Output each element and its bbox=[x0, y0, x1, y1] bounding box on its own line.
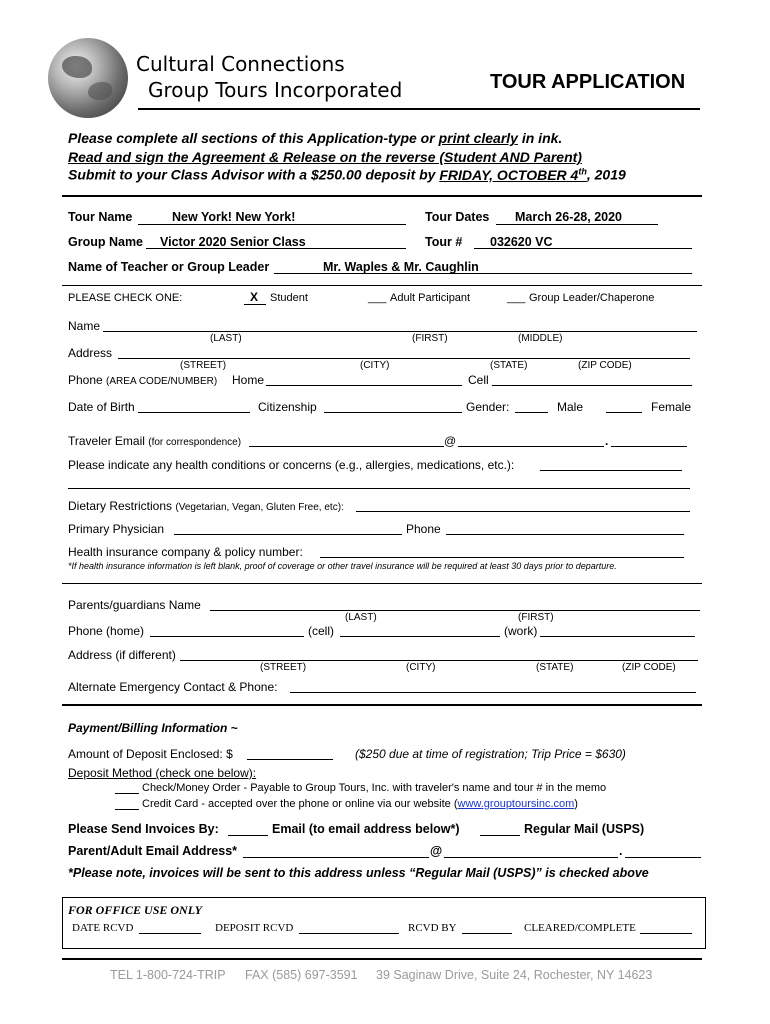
address-field[interactable] bbox=[118, 358, 690, 359]
male-label: Male bbox=[557, 400, 584, 414]
student-checkbox[interactable]: X bbox=[250, 290, 259, 304]
header-rule bbox=[138, 108, 700, 110]
female-checkbox[interactable] bbox=[606, 412, 642, 413]
tour-dates-value[interactable]: March 26-28, 2020 bbox=[515, 210, 623, 224]
tour-name-value[interactable]: New York! New York! bbox=[172, 210, 296, 224]
tour-dates-line bbox=[496, 224, 658, 225]
home-phone-field[interactable] bbox=[266, 385, 462, 386]
parents-name-field[interactable] bbox=[210, 610, 700, 611]
parents-address-field[interactable] bbox=[180, 660, 698, 661]
parent-email-dot: . bbox=[619, 844, 623, 858]
deposit-amount-field[interactable] bbox=[247, 759, 333, 760]
deposit-rcvd-field[interactable] bbox=[299, 933, 399, 934]
tour-name-line bbox=[138, 224, 406, 225]
email-at-sign: @ bbox=[444, 434, 457, 448]
address-state-hint: (STATE) bbox=[490, 360, 528, 371]
student-check-line bbox=[244, 304, 266, 305]
rcvd-by-label: RCVD BY bbox=[408, 922, 457, 934]
parent-email-tld-field[interactable] bbox=[625, 857, 701, 858]
traveler-email-domain-field[interactable] bbox=[458, 446, 604, 447]
adult-option-label: Adult Participant bbox=[390, 292, 471, 304]
dob-label: Date of Birth bbox=[68, 400, 135, 414]
parents-work-label: (work) bbox=[504, 624, 538, 638]
parent-email-at-sign: @ bbox=[430, 844, 443, 858]
tour-number-value[interactable]: 032620 VC bbox=[490, 235, 553, 249]
health-field-1[interactable] bbox=[540, 470, 682, 471]
payment-heading: Payment/Billing Information ~ bbox=[68, 721, 238, 735]
female-label: Female bbox=[651, 400, 692, 414]
name-first-hint: (FIRST) bbox=[412, 333, 448, 344]
parent-email-domain-field[interactable] bbox=[444, 857, 618, 858]
parents-name-label: Parents/guardians Name bbox=[68, 598, 201, 612]
credit-card-checkbox[interactable] bbox=[115, 809, 139, 810]
email-dot: . bbox=[605, 434, 609, 448]
phone-label: Phone (AREA CODE/NUMBER) bbox=[68, 373, 218, 387]
credit-card-label: Credit Card - accepted over the phone or online via our website (www.grouptoursinc.com) bbox=[142, 798, 578, 810]
parents-first-hint: (FIRST) bbox=[518, 612, 554, 623]
teacher-value[interactable]: Mr. Waples & Mr. Caughlin bbox=[323, 260, 479, 274]
deposit-label: Amount of Deposit Enclosed: $ bbox=[68, 747, 233, 761]
parents-cell-label: (cell) bbox=[308, 624, 334, 638]
dietary-field[interactable] bbox=[356, 511, 690, 512]
instruction-line-1: Please complete all sections of this Application-type or print clearly in ink. bbox=[68, 130, 563, 146]
dob-field[interactable] bbox=[138, 412, 250, 413]
form-title: TOUR APPLICATION bbox=[490, 71, 686, 93]
teacher-label: Name of Teacher or Group Leader bbox=[68, 260, 270, 274]
insurance-note: *If health insurance information is left blank, proof of coverage or other travel insurance will be required at least 30 days prior to departure. bbox=[68, 561, 617, 571]
footer-address: 39 Saginaw Drive, Suite 24, Rochester, NY 14623 bbox=[376, 968, 653, 982]
parents-rule bbox=[62, 704, 702, 706]
male-checkbox[interactable] bbox=[515, 412, 548, 413]
rcvd-by-field[interactable] bbox=[462, 933, 512, 934]
name-field[interactable] bbox=[103, 331, 697, 332]
invoice-email-label: Email (to email address below*) bbox=[272, 822, 460, 836]
parents-state-hint: (STATE) bbox=[536, 662, 574, 673]
address-street-hint: (STREET) bbox=[180, 360, 227, 371]
insurance-field[interactable] bbox=[320, 557, 684, 558]
physician-field[interactable] bbox=[174, 534, 402, 535]
parents-city-hint: (CITY) bbox=[406, 662, 436, 673]
group-name-value[interactable]: Victor 2020 Senior Class bbox=[160, 235, 306, 249]
invoice-mail-checkbox[interactable] bbox=[480, 835, 520, 836]
invoice-email-checkbox[interactable] bbox=[228, 835, 268, 836]
parents-work-field[interactable] bbox=[540, 636, 695, 637]
health-label: Please indicate any health conditions or concerns (e.g., allergies, medications, etc.): bbox=[68, 458, 515, 472]
instruction-line-3: Submit to your Class Advisor with a $250.00 deposit by FRIDAY, OCTOBER 4th, 2019 bbox=[68, 166, 626, 183]
cell-phone-label: Cell bbox=[468, 373, 489, 387]
website-link[interactable]: www.grouptoursinc.com bbox=[457, 798, 575, 810]
leader-checkbox[interactable]: ___ bbox=[507, 292, 526, 304]
physician-phone-label: Phone bbox=[406, 522, 441, 536]
name-label: Name bbox=[68, 319, 101, 333]
address-label: Address bbox=[68, 346, 113, 360]
deposit-note: ($250 due at time of registration; Trip Price = $630) bbox=[355, 747, 626, 761]
adult-checkbox[interactable]: ___ bbox=[368, 292, 387, 304]
parents-phone-home-label: Phone (home) bbox=[68, 624, 145, 638]
parents-cell-field[interactable] bbox=[340, 636, 500, 637]
deposit-method-label: Deposit Method (check one below): bbox=[68, 766, 257, 780]
insurance-label: Health insurance company & policy number: bbox=[68, 545, 303, 559]
emergency-label: Alternate Emergency Contact & Phone: bbox=[68, 680, 278, 694]
invoice-note: *Please note, invoices will be sent to this address unless “Regular Mail (USPS)” is checked above bbox=[68, 866, 649, 880]
parents-phone-home-field[interactable] bbox=[150, 636, 304, 637]
footer-fax: FAX (585) 697-3591 bbox=[245, 968, 358, 982]
parents-zip-hint: (ZIP CODE) bbox=[622, 662, 676, 673]
parent-email-label: Parent/Adult Email Address* bbox=[68, 844, 238, 858]
tour-rule bbox=[62, 285, 702, 286]
deposit-rcvd-label: DEPOSIT RCVD bbox=[215, 922, 294, 934]
cell-phone-field[interactable] bbox=[492, 385, 692, 386]
cleared-label: CLEARED/COMPLETE bbox=[524, 922, 636, 934]
citizenship-field[interactable] bbox=[324, 412, 462, 413]
name-middle-hint: (MIDDLE) bbox=[518, 333, 563, 344]
home-phone-label: Home bbox=[232, 373, 265, 387]
parents-address-label: Address (if different) bbox=[68, 648, 176, 662]
office-use-heading: FOR OFFICE USE ONLY bbox=[68, 903, 202, 917]
cleared-field[interactable] bbox=[640, 933, 692, 934]
group-name-label: Group Name bbox=[68, 235, 144, 249]
footer-rule bbox=[62, 958, 702, 960]
emergency-field[interactable] bbox=[290, 692, 696, 693]
instruction-line-2: Read and sign the Agreement & Release on the reverse (Student AND Parent) bbox=[68, 149, 582, 165]
traveler-email-label: Traveler Email (for correspondence) bbox=[68, 434, 242, 448]
citizenship-label: Citizenship bbox=[258, 400, 317, 414]
instruction-rule bbox=[62, 195, 702, 197]
traveler-email-tld-field[interactable] bbox=[611, 446, 687, 447]
traveler-email-user-field[interactable] bbox=[249, 446, 444, 447]
invoices-label: Please Send Invoices By: bbox=[68, 822, 219, 836]
physician-phone-field[interactable] bbox=[446, 534, 684, 535]
traveler-rule bbox=[62, 583, 702, 584]
check-money-order-label: Check/Money Order - Payable to Group Tours, Inc. with traveler's name and tour # in the memo bbox=[142, 782, 607, 794]
date-rcvd-label: DATE RCVD bbox=[72, 922, 134, 934]
leader-option-label: Group Leader/Chaperone bbox=[529, 292, 655, 304]
parent-email-user-field[interactable] bbox=[243, 857, 429, 858]
tour-name-label: Tour Name bbox=[68, 210, 133, 224]
company-name-line1: Cultural Connections bbox=[136, 52, 345, 76]
parents-street-hint: (STREET) bbox=[260, 662, 307, 673]
physician-label: Primary Physician bbox=[68, 522, 165, 536]
invoice-mail-label: Regular Mail (USPS) bbox=[524, 822, 645, 836]
address-zip-hint: (ZIP CODE) bbox=[578, 360, 632, 371]
name-last-hint: (LAST) bbox=[210, 333, 242, 344]
date-rcvd-field[interactable] bbox=[139, 933, 201, 934]
gender-label: Gender: bbox=[466, 400, 510, 414]
check-one-label: PLEASE CHECK ONE: bbox=[68, 292, 183, 304]
footer-tel: TEL 1-800-724-TRIP bbox=[110, 968, 226, 982]
globe-logo bbox=[48, 38, 128, 118]
parents-last-hint: (LAST) bbox=[345, 612, 377, 623]
health-field-2[interactable] bbox=[68, 488, 690, 489]
tour-dates-label: Tour Dates bbox=[425, 210, 490, 224]
tour-number-label: Tour # bbox=[425, 235, 463, 249]
dietary-label: Dietary Restrictions (Vegetarian, Vegan, Gluten Free, etc): bbox=[68, 499, 344, 513]
company-name-line2: Group Tours Incorporated bbox=[148, 78, 403, 102]
student-option-label: Student bbox=[270, 292, 308, 304]
address-city-hint: (CITY) bbox=[360, 360, 390, 371]
check-money-order-checkbox[interactable] bbox=[115, 793, 139, 794]
